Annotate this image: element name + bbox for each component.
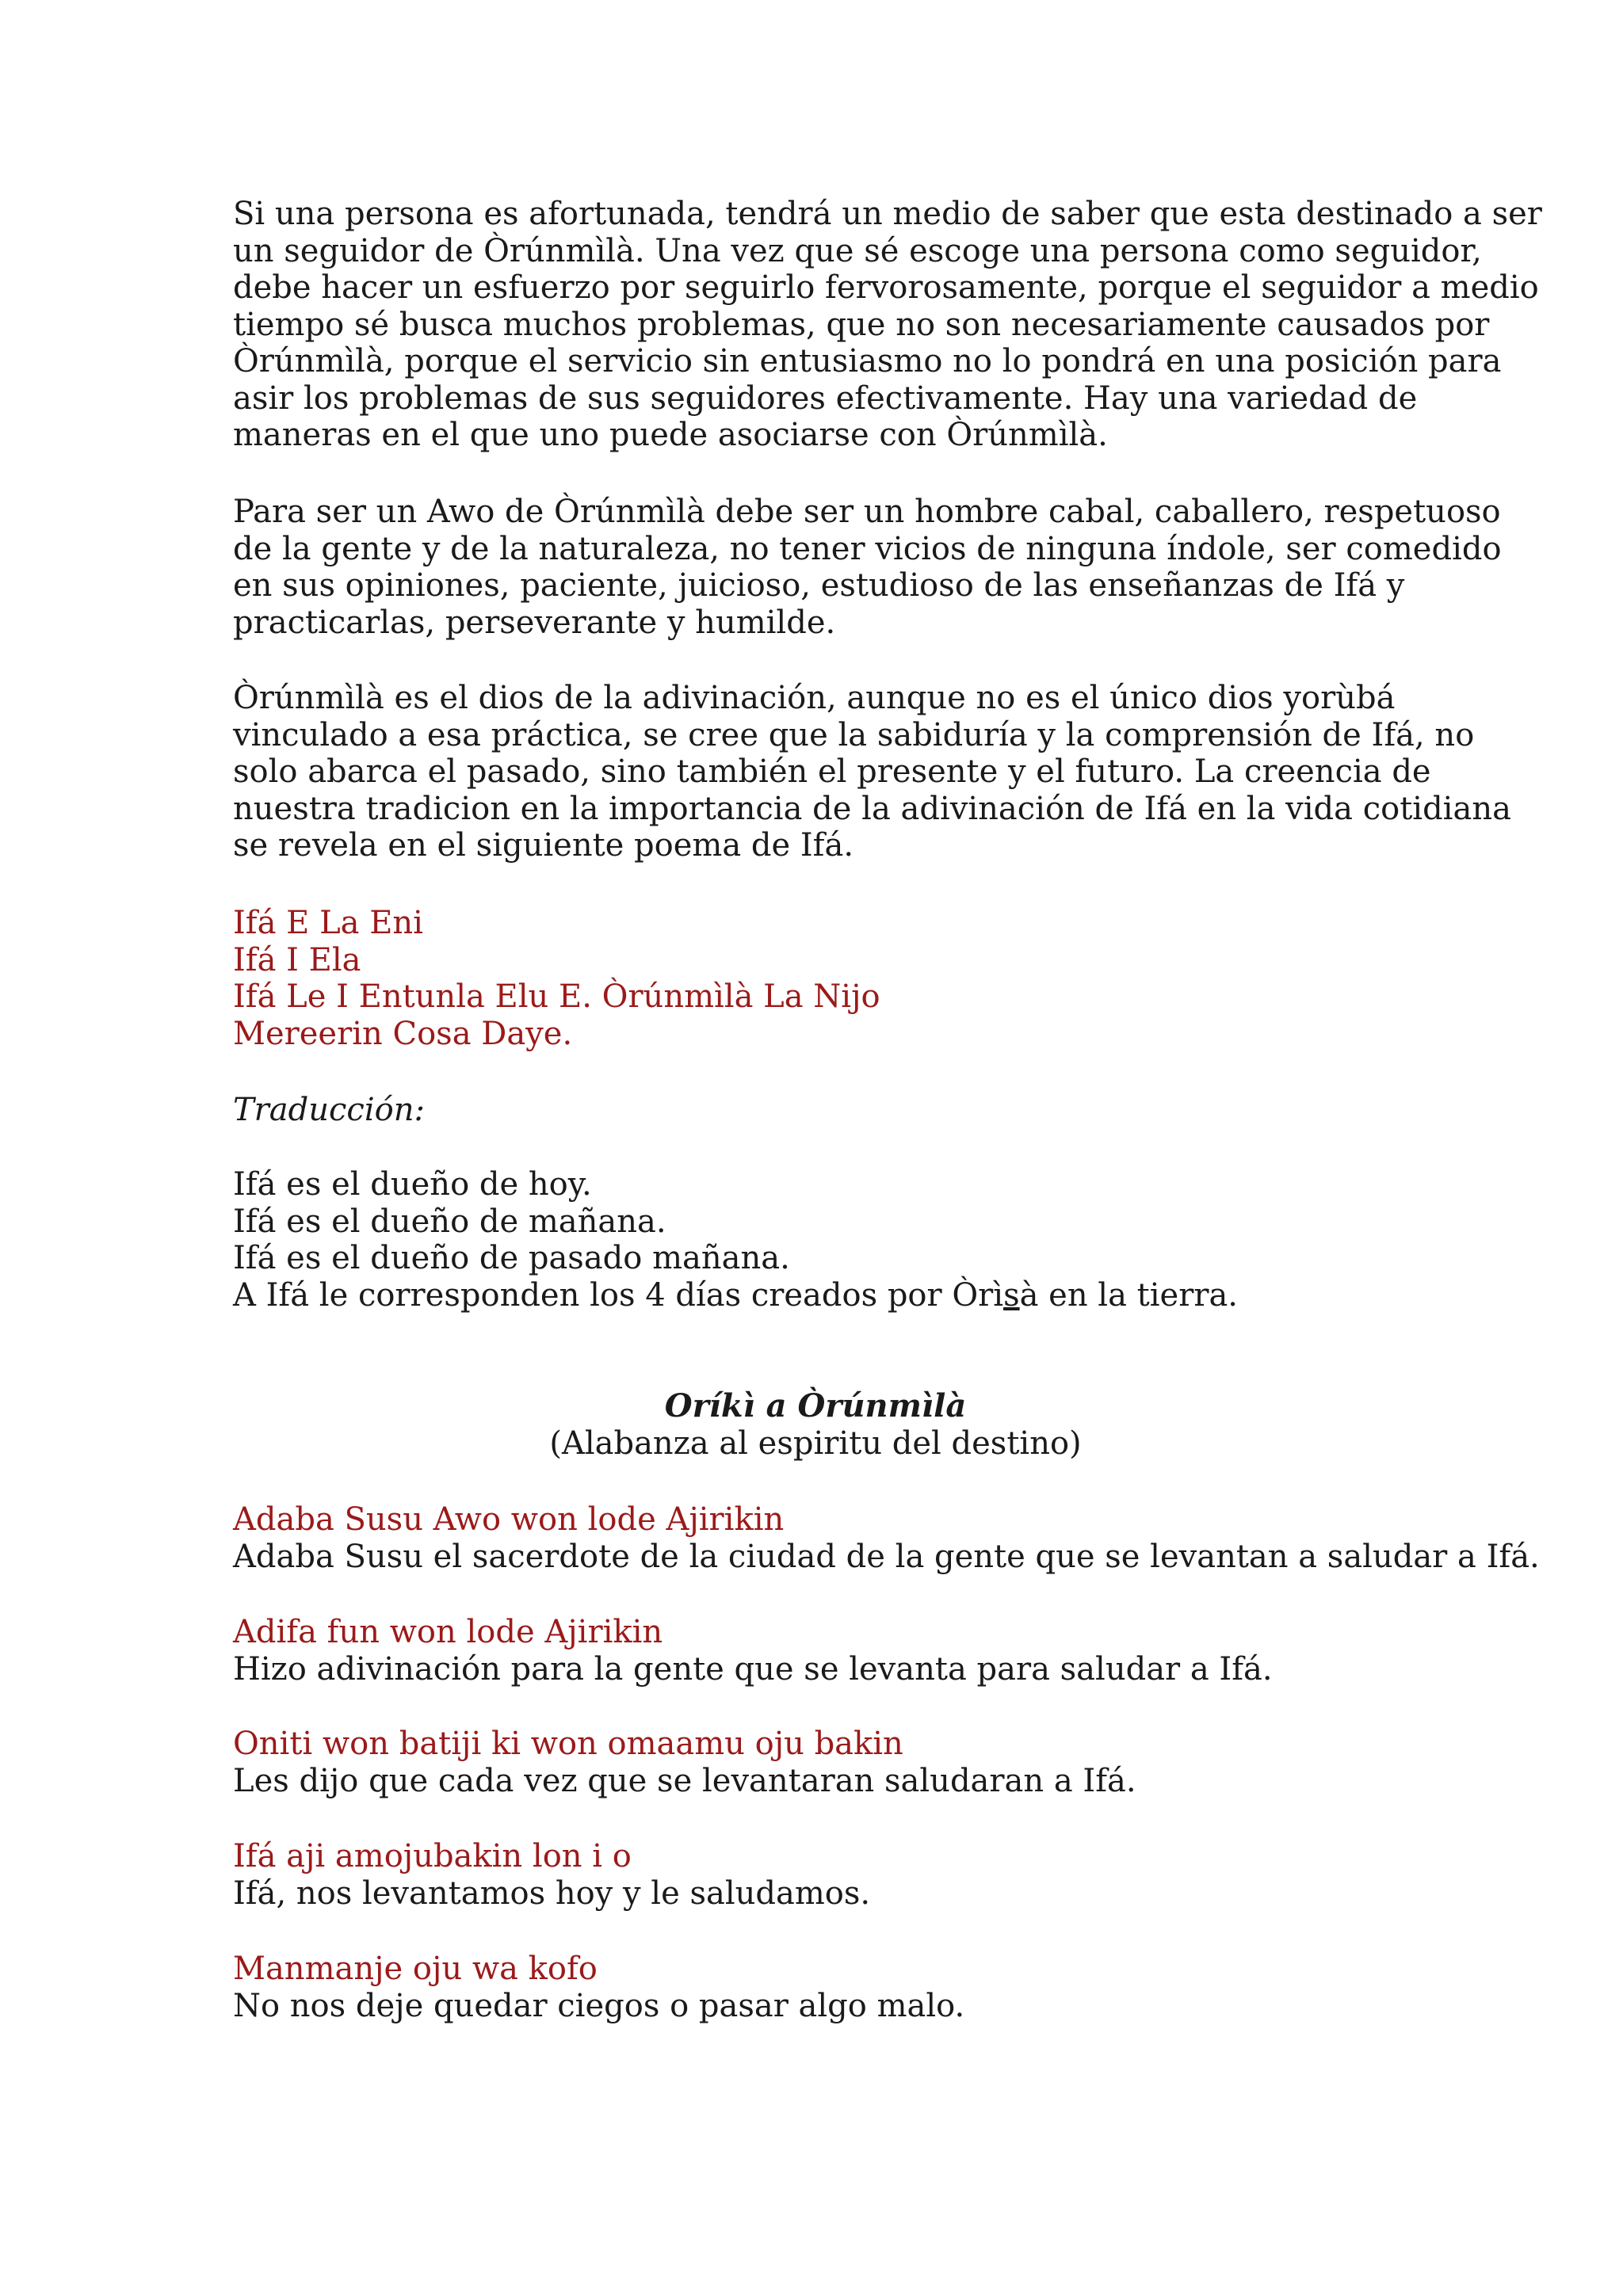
translation-last-before: A Ifá le corresponden los 4 días creados por Òrì: [233, 1276, 1004, 1314]
paragraph-1-line: debe hacer un esfuerzo por seguirlo fervorosamente, porque el seguidor a medio: [233, 269, 1539, 306]
verse-spanish: Ifá, nos levantamos hoy y le saludamos.: [233, 1875, 871, 1912]
verse-spanish: Hizo adivinación para la gente que se levanta para saludar a Ifá.: [233, 1650, 1273, 1688]
paragraph-1-line: Òrúnmìlà, porque el servicio sin entusiasmo no lo pondrá en una posición para: [233, 343, 1502, 379]
verse-yoruba: Adaba Susu Awo won lode Ajirikin: [233, 1501, 785, 1538]
verse-yoruba: Adifa fun won lode Ajirikin: [233, 1614, 663, 1650]
translation-line: [233, 1277, 1398, 1314]
section-heading: [233, 1388, 1398, 1462]
verse-spanish: Adaba Susu el sacerdote de la ciudad de la gente que se levantan a saludar a Ifá.: [233, 1538, 1540, 1575]
translation-line: Ifá es el dueño de mañana.: [233, 1203, 666, 1240]
section-title: Oríkì a Òrúnmìlà: [664, 1387, 967, 1425]
verse-yoruba: Oniti won batiji ki won omaamu oju bakin: [233, 1726, 903, 1762]
verse-1: [233, 1501, 1540, 1575]
verse-5: [233, 1951, 1398, 2024]
paragraph-1-line: Si una persona es afortunada, tendrá un medio de saber que esta destinado a ser: [233, 196, 1542, 232]
verse-2: [233, 1614, 1398, 1688]
translation-last-after: à en la tierra.: [1019, 1276, 1239, 1314]
paragraph-2-line: en sus opiniones, paciente, juicioso, estudioso de las enseñanzas de Ifá y: [233, 567, 1405, 604]
verse-yoruba: Manmanje oju wa kofo: [233, 1951, 598, 1987]
poem-line: Ifá I Ela: [233, 941, 361, 978]
translation-line: Ifá es el dueño de hoy.: [233, 1166, 592, 1203]
verse-spanish: Les dijo que cada vez que se levantaran saludaran a Ifá.: [233, 1762, 1136, 1799]
paragraph-3-line: nuestra tradicion en la importancia de la adivinación de Ifá en la vida cotidiana: [233, 790, 1511, 827]
verse-yoruba: Ifá aji amojubakin lon i o: [233, 1838, 632, 1875]
poem-line: Ifá E La Eni: [233, 905, 423, 941]
poem-yoruba: [233, 905, 1398, 1052]
translation-line: Ifá es el dueño de pasado mañana.: [233, 1240, 790, 1276]
paragraph-3-line: vinculado a esa práctica, se cree que la sabiduría y la comprensión de Ifá, no: [233, 716, 1475, 753]
paragraph-3-line: se revela en el siguiente poema de Ifá.: [233, 827, 854, 864]
translation-label-text: Traducción:: [233, 1092, 425, 1128]
paragraph-1-line: tiempo sé busca muchos problemas, que no son necesariamente causados por: [233, 306, 1490, 343]
translation-last-underlined: s: [1003, 1276, 1020, 1314]
paragraph-1: [233, 196, 1542, 454]
poem-line: Ifá Le I Entunla Elu E. Òrúnmìlà La Nijo: [233, 978, 880, 1015]
paragraph-1-line: un seguidor de Òrúnmìlà. Una vez que sé escoge una persona como seguidor,: [233, 232, 1482, 269]
paragraph-3-line: solo abarca el pasado, sino también el presente y el futuro. La creencia de: [233, 753, 1431, 790]
paragraph-2: [233, 494, 1502, 641]
paragraph-3-line: Òrúnmìlà es el dios de la adivinación, aunque no es el único dios yorùbá: [233, 680, 1396, 716]
section-subtitle: (Alabanza al espiritu del destino): [549, 1425, 1082, 1462]
paragraph-2-line: de la gente y de la naturaleza, no tener vicios de ninguna índole, ser comedido: [233, 530, 1502, 567]
paragraph-2-line: practicarlas, perseverante y humilde.: [233, 604, 836, 641]
verse-3: [233, 1726, 1398, 1799]
paragraph-1-line: asir los problemas de sus seguidores efectivamente. Hay una variedad de: [233, 379, 1418, 417]
paragraph-3: [233, 680, 1511, 864]
translation-label: [233, 1092, 1398, 1129]
verse-4: [233, 1838, 1398, 1912]
paragraph-1-line: maneras en el que uno puede asociarse con Òrúnmìlà.: [233, 417, 1108, 453]
verse-spanish: No nos deje quedar ciegos o pasar algo malo.: [233, 1987, 965, 2024]
poem-line: Mereerin Cosa Daye.: [233, 1015, 573, 1052]
paragraph-2-line: Para ser un Awo de Òrúnmìlà debe ser un hombre cabal, caballero, respetuoso: [233, 494, 1501, 530]
translation: [233, 1166, 1398, 1314]
